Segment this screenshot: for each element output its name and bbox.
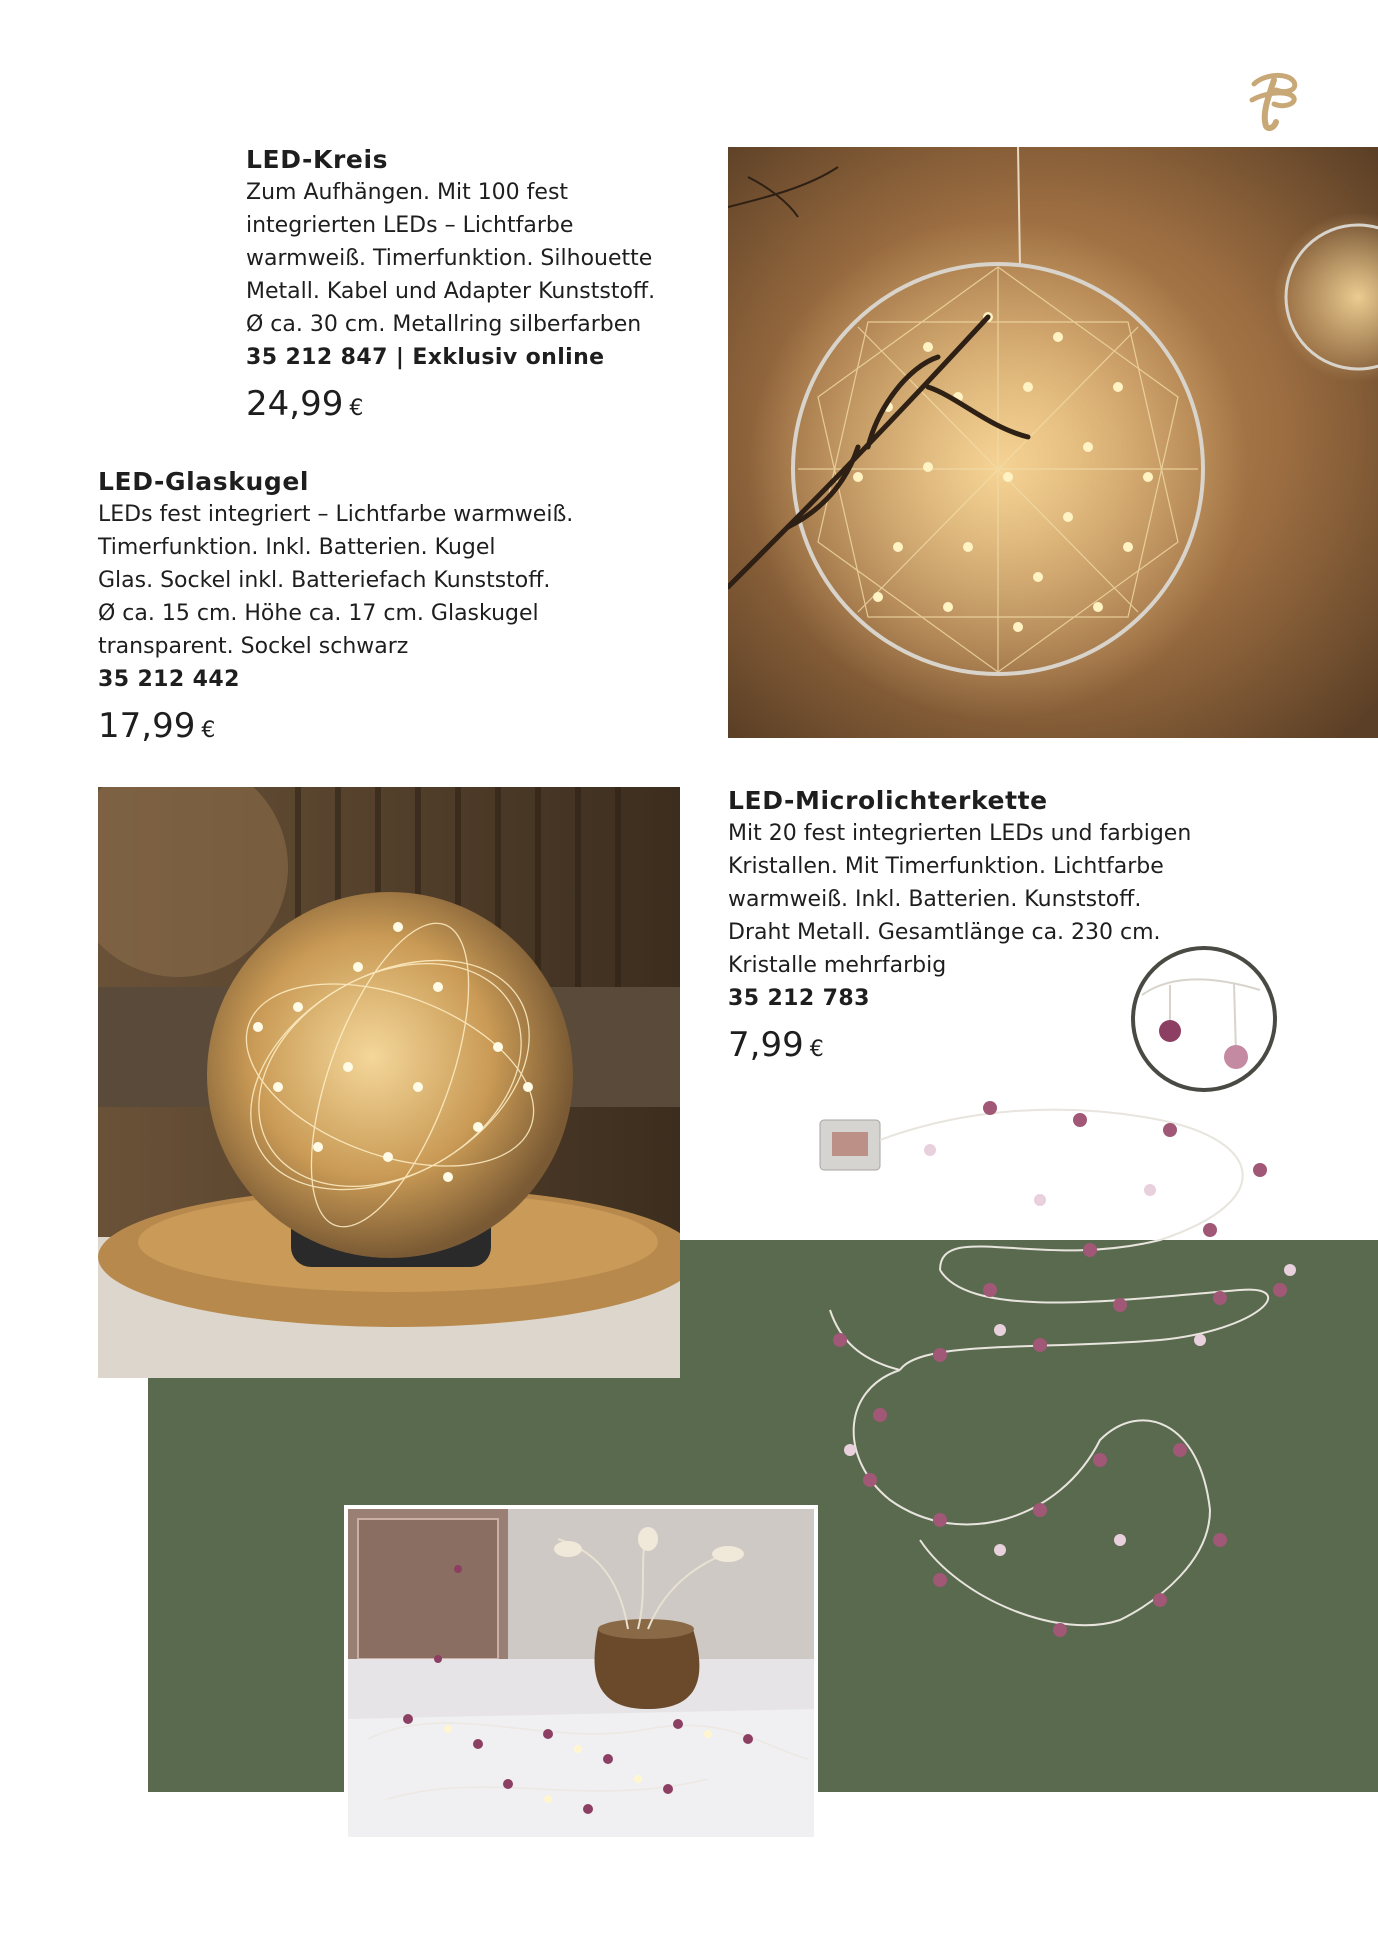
photo-microlichterkette-cutout [740,1040,1320,1680]
product-led-glaskugel [98,466,658,754]
photo-led-kreis [728,147,1378,738]
brand-logo[interactable] [1248,70,1300,132]
price-value: 24,99 [246,384,344,424]
currency: € [201,718,216,743]
price [98,704,658,754]
product-description: Zum Aufhängen. Mit 100 fest integrierten LEDs – Lichtfarbe warmweiß. Timerfunktion. Silhouette Metall. Kabel und Adapter Kunststoff. Ø ca. 30 cm. Metallring silberfarben [246,180,656,337]
detail-circle-crystals [1130,945,1278,1093]
currency: € [349,396,364,421]
product-description: Mit 20 fest integrierten LEDs und farbigen Kristallen. Mit Timerfunktion. Lichtfarbe warmweiß. Inkl. Batterien. Kunststoff. Draht Metall. Gesamtlänge ca. 230 cm. Kristalle mehrfarbig [728,821,1192,978]
product-description: LEDs fest integriert – Lichtfarbe warmweiß. Timerfunktion. Inkl. Batterien. Kugel Glas. Sockel inkl. Batteriefach Kunststoff. Ø ca. 15 cm. Höhe ca. 17 cm. Glaskugel transparent. Sockel schwarz [98,502,574,659]
article-number: 35 212 783 [728,986,870,1011]
currency: € [809,1037,824,1062]
product-title: LED-Kreis [246,145,389,174]
product-title: LED-Microlichterkette [728,786,1048,815]
article-number: 35 212 847 | Exklusiv online [246,345,605,370]
article-number: 35 212 442 [98,667,240,692]
photo-microlichterkette-scene [344,1505,818,1841]
product-title: LED-Glaskugel [98,467,310,496]
photo-led-glaskugel [98,787,680,1378]
price-value: 17,99 [98,706,196,746]
price [246,382,706,432]
price-value: 7,99 [728,1025,804,1065]
product-led-kreis [246,144,706,432]
tchibo-logo-icon [1248,70,1300,132]
